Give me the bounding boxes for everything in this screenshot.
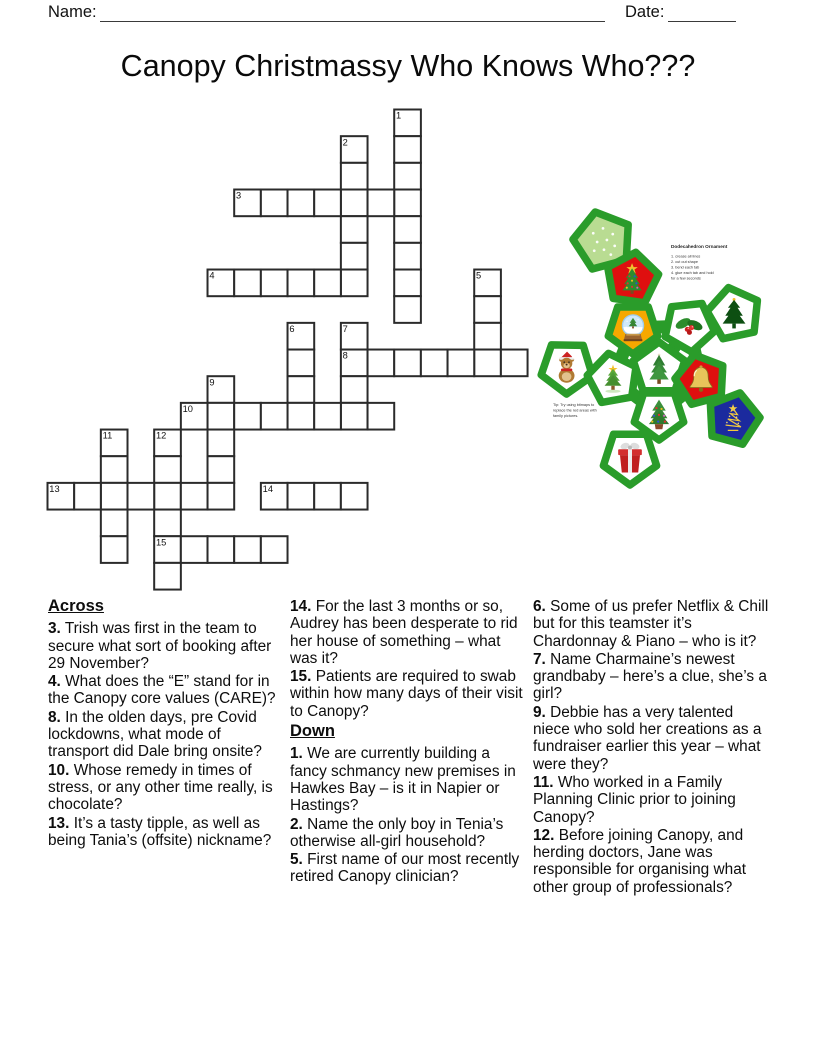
ornament-tip-line: family pictures. <box>553 413 579 418</box>
clues-column-1 <box>48 598 282 850</box>
clue-across-15: 15. Patients are required to swab within how many days of their visit to Canopy? <box>290 668 523 720</box>
svg-text:11: 11 <box>102 430 113 441</box>
svg-text:4: 4 <box>209 270 215 281</box>
clues-column-2 <box>290 598 524 887</box>
svg-text:10: 10 <box>182 404 193 415</box>
clue-across-4: 4. What does the “E” stand for in the Canopy core values (CARE)? <box>48 673 276 708</box>
ornament-instruction-line: 1. crease all lines <box>671 254 701 259</box>
page-title: Canopy Christmassy Who Knows Who??? <box>120 49 696 83</box>
clue-across-14: 14. For the last 3 months or so, Audrey has been desperate to rid her house of something – what was it? <box>290 598 518 667</box>
svg-text:2: 2 <box>342 137 348 148</box>
down-heading: Down <box>290 722 335 741</box>
clue-down-11: 11. Who worked in a Family Planning Clinic prior to joining Canopy? <box>533 773 736 826</box>
clue-down-1: 1. We are currently building a fancy schmancy new premises in Hawkes Bay – is it in Napier or Hastings? <box>290 745 516 815</box>
ornament-tip-line: replace the red areas with <box>553 408 597 413</box>
clue-down-12: 12. Before joining Canopy, and herding doctors, Jane was responsible for organising what other group of professionals? <box>533 826 747 896</box>
svg-text:14: 14 <box>262 484 274 495</box>
svg-text:12: 12 <box>155 430 167 441</box>
clue-across-3: 3. Trish was first in the team to secure what sort of booking after 29 November? <box>48 620 272 672</box>
clues-column-3 <box>533 598 771 897</box>
svg-text:8: 8 <box>342 350 348 361</box>
date-blank-line <box>668 3 736 22</box>
across-heading: Across <box>48 597 104 615</box>
name-label: Name: <box>48 3 97 21</box>
svg-text:9: 9 <box>209 377 215 388</box>
ornament-tip-line: Tip: Try using bitmaps to <box>553 403 595 407</box>
clue-across-10: 10. Whose remedy in times of stress, or any other time really, is chocolate? <box>48 761 273 814</box>
crossword-cells <box>48 110 528 590</box>
clue-down-9: 9. Debbie has a very talented niece who sold her creations as a fundraiser earlier this year – what were they? <box>533 703 762 773</box>
svg-text:6: 6 <box>289 324 295 335</box>
ornament-instruction-line: 3. bend each tab <box>671 265 700 270</box>
ornament-instruction-line: 4. glue each tab and hold <box>671 271 714 275</box>
clue-down-7: 7. Name Charmaine’s newest grandbaby – here’s a clue, she’s a girl? <box>533 650 767 703</box>
ornament-title: Dodecahedron Ornament <box>671 244 728 249</box>
clue-down-5: 5. First name of our most recently retired Canopy clinician? <box>290 851 520 886</box>
date-label: Date: <box>625 3 665 21</box>
svg-text:5: 5 <box>476 270 482 281</box>
clue-across-8: 8. In the olden days, pre Covid lockdowns, what mode of transport did Dale bring onsite? <box>48 708 262 761</box>
svg-text:1: 1 <box>396 110 402 121</box>
clue-down-2: 2. Name the only boy in Tenia’s otherwise all-girl household? <box>290 815 504 850</box>
ornament-instructions <box>671 255 714 281</box>
ornament-tip <box>553 403 597 418</box>
ornament-pentagons <box>541 212 760 485</box>
crossword-grid <box>46 108 549 611</box>
clue-across-13: 13. It’s a tasty tipple, as well as being Tania’s (offsite) nickname? <box>48 814 272 849</box>
name-blank-line <box>100 3 605 22</box>
svg-text:3: 3 <box>235 190 242 201</box>
svg-text:13: 13 <box>49 484 60 495</box>
svg-text:15: 15 <box>155 537 167 548</box>
ornament-instruction-line: for a few seconds <box>671 276 701 281</box>
dodecahedron-ornament-figure <box>527 205 816 505</box>
ornament-instruction-line: 2. cut out shape <box>671 260 699 264</box>
svg-text:7: 7 <box>342 324 348 335</box>
clue-down-6: 6. Some of us prefer Netflix & Chill but for this teamster it’s Chardonnay & Piano – who is it? <box>533 598 769 650</box>
